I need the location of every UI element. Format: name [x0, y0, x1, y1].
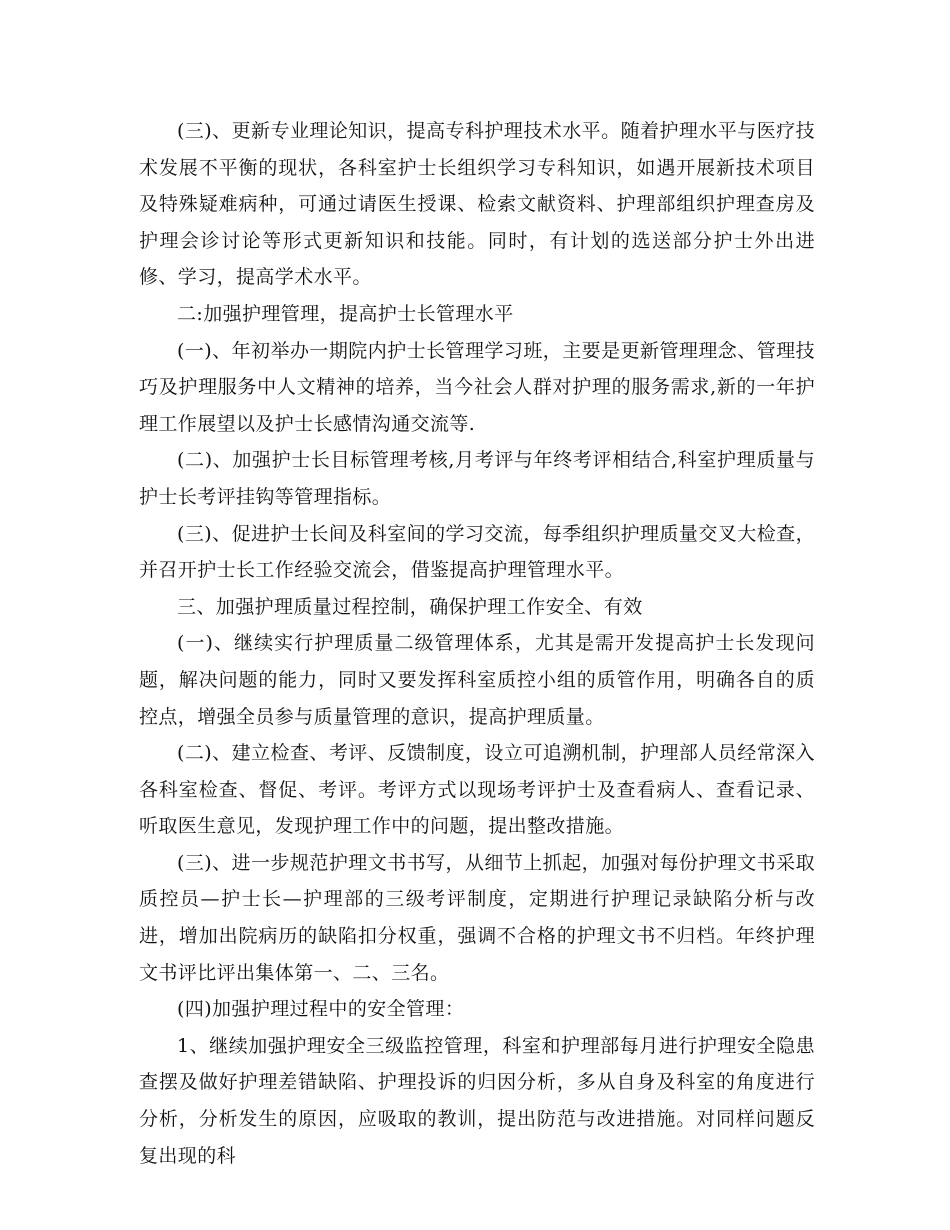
paragraph-update-knowledge: (三)、更新专业理论知识，提高专科护理技术水平。随着护理水平与医疗技术发展不平衡的现状，各科室护士长组织学习专科知识，如遇开展新技术项目及特殊疑难病种，可通过请医生授课、检索文献资料、护理部组织护理查房及护理会诊讨论等形式更新知识和技能。同时，有计划的选送部分护士外出进修、学习，提高学术水平。 [139, 120, 815, 289]
paragraph-exchange: (三)、促进护士长间及科室间的学习交流，每季组织护理质量交叉大检查，并召开护士长工作经验交流会，借鉴提高护理管理水平。 [139, 522, 815, 582]
section-heading-2: 二:加强护理管理，提高护士长管理水平 [177, 302, 514, 325]
paragraph-nursing-records: (三)、进一步规范护理文书书写，从细节上抓起，加强对每份护理文书采取质控员—护士长—护理部的三级考评制度，定期进行护理记录缺陷分析与改进，增加出院病历的缺陷扣分权重，强调不合格的护理文书不归档。年终护理文书评比评出集体第一、二、三名。 [139, 851, 815, 984]
paragraph-safety-monitoring: 1、继续加强护理安全三级监控管理，科室和护理部每月进行护理安全隐患查摆及做好护理差错缺陷、护理投诉的归因分析，多从自身及科室的角度进行分析，分析发生的原因，应吸取的教训，提出防范与改进措施。对同样问题反复出现的科 [139, 1034, 815, 1167]
section-heading-3: 三、加强护理质量过程控制，确保护理工作安全、有效 [177, 595, 643, 618]
paragraph-inspection-feedback: (二)、建立检查、考评、反馈制度，设立可追溯机制，护理部人员经常深入各科室检查、督促、考评。考评方式以现场考评护士及查看病人、查看记录、听取医生意见，发现护理工作中的问题，提出整改措施。 [139, 742, 815, 838]
subsection-heading-safety: (四)加强护理过程中的安全管理： [177, 998, 465, 1021]
paragraph-training-class: (一)、年初举办一期院内护士长管理学习班，主要是更新管理理念、管理技巧及护理服务中人文精神的培养，当今社会人群对护理的服务需求,新的一年护理工作展望以及护士长感情沟通交流等. [139, 339, 815, 435]
document-body [139, 113, 815, 1174]
paragraph-target-assessment: (二)、加强护士长目标管理考核,月考评与年终考评相结合,科室护理质量与护士长考评挂钩等管理指标。 [139, 449, 815, 508]
paragraph-two-level-system: (一)、继续实行护理质量二级管理体系，尤其是需开发提高护士长发现问题，解决问题的能力，同时又要发挥科室质控小组的质管作用，明确各自的质控点，增强全员参与质量管理的意识，提高护理质量。 [139, 632, 815, 728]
